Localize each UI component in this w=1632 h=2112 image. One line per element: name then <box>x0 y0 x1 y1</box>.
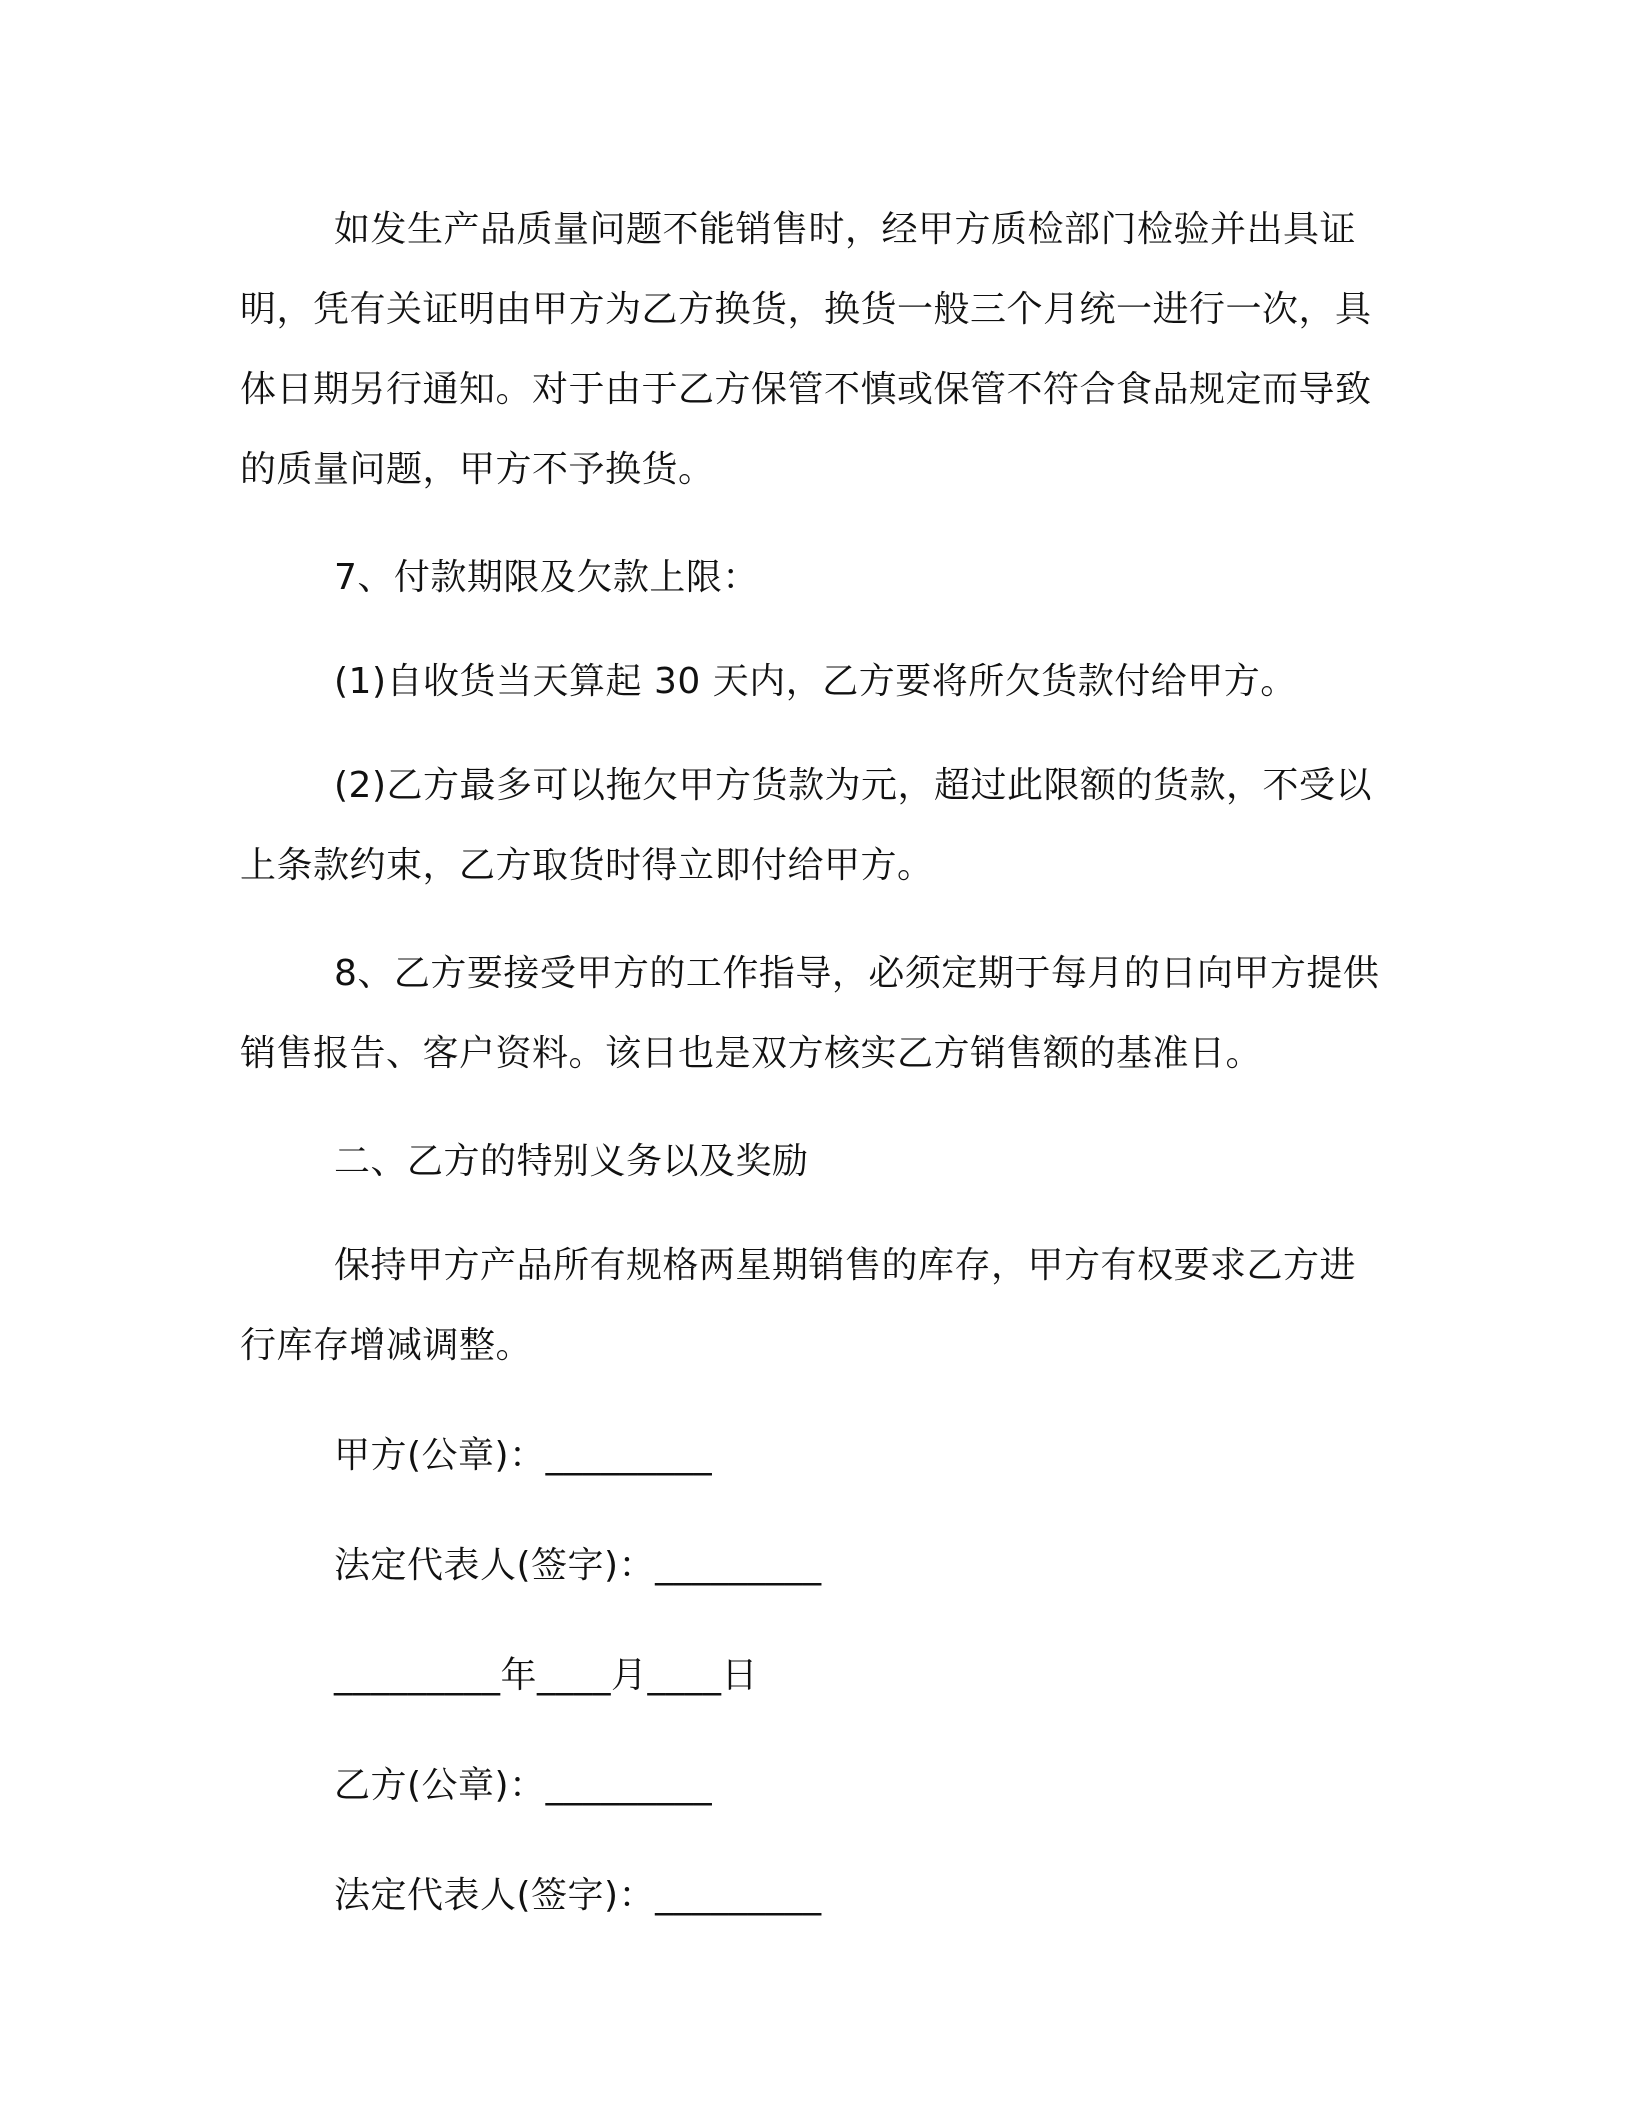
signature-party-b-representative: 法定代表人(签字)：_________ <box>334 1875 822 1916</box>
document-body <box>240 190 1388 1936</box>
paragraph-credit-limit: (2)乙方最多可以拖欠甲方货款为元，超过此限额的货款，不受以上条款约束，乙方取货时得立即付给甲方。 <box>240 765 1372 886</box>
paragraph-inventory: 保持甲方产品所有规格两星期销售的库存，甲方有权要求乙方进行库存增减调整。 <box>240 1245 1357 1366</box>
heading-payment-terms: 7、付款期限及欠款上限： <box>334 557 759 598</box>
signature-party-a-representative: 法定代表人(签字)：_________ <box>334 1545 822 1586</box>
paragraph-payment-deadline: (1)自收货当天算起 30 天内，乙方要将所欠货款付给甲方。 <box>334 661 1297 702</box>
signature-party-a-seal: 甲方(公章)：_________ <box>334 1435 713 1476</box>
signature-party-b-seal: 乙方(公章)：_________ <box>334 1765 713 1806</box>
heading-special-obligations: 二、乙方的特别义务以及奖励 <box>334 1141 809 1182</box>
paragraph-sales-report: 8、乙方要接受甲方的工作指导，必须定期于每月的日向甲方提供销售报告、客户资料。该日也是双方核实乙方销售额的基准日。 <box>240 953 1380 1074</box>
paragraph-quality-exchange: 如发生产品质量问题不能销售时，经甲方质检部门检验并出具证明，凭有关证明由甲方为乙方换货，换货一般三个月统一进行一次，具体日期另行通知。对于由于乙方保管不慎或保管不符合食品规定而导致的质量问题，甲方不予换货。 <box>240 209 1372 490</box>
signature-date: _________年____月____日 <box>334 1655 758 1696</box>
